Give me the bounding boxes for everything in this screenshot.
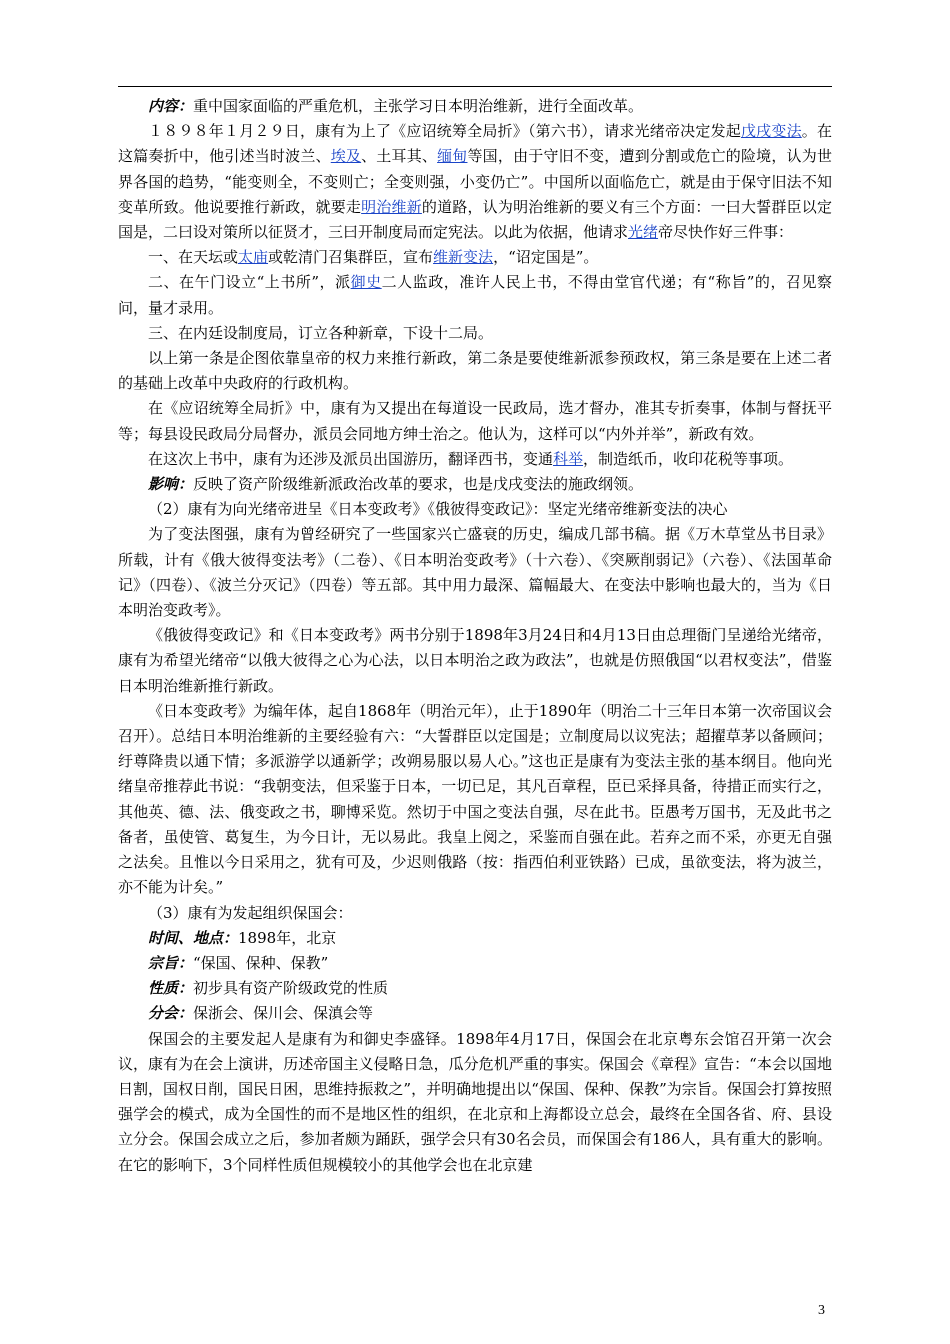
list-item-2: 二、在午门设立“上书所”，派御史二人监政，准许人民上书，不得由堂官代递；有“称旨”的，召见察问，量才录用。: [118, 273, 832, 317]
paragraph-books: 为了变法图强，康有为曾经研究了一些国家兴亡盛衰的历史，编成几部书稿。据《万木草堂丛书目录》所载，计有《俄大彼得变法考》（二卷）、《日本明治变政考》（十六卷）、《突厥削弱记》（六卷）、《法国革命记》（四卷）、《波兰分灭记》（四卷）等五部。其中用力最深、篇幅最大、在变法中影响也最大的，当为《日本明治变政考》。: [118, 525, 832, 620]
paragraph-submission: 《俄彼得变政记》和《日本变政考》两书分别于1898年3月24日和4月13日由总理衙门呈递给光绪帝，康有为希望光绪帝“以俄大彼得之心为心法，以日本明治之政为政法”，也就是仿照俄国“以君权变法”，借鉴日本明治维新推行新政。: [118, 626, 832, 695]
link-keju[interactable]: 科举: [553, 449, 584, 468]
nature-line: 性质：初步具有资产阶级政党的性质: [148, 979, 389, 998]
paragraph-japan-reform: 《日本变政考》为编年体，起自1868年（明治元年），止于1890年（明治二十三年日本第一次帝国议会召开）。总结日本明治维新的主要经验有六：“大誓群臣以定国是；立制度局以议宪法；超擢草茅以备顾问；纡尊降贵以通下情；多派游学以通新学；改朔易服以易人心。”这也正是康有为变法主张的基本纲目。他向光绪皇帝推荐此书说：“我朝变法，但采鉴于日本，一切已足，其凡百章程，臣已采择具备，待措正而实行之，其他英、德、法、俄变政之书，聊博采览。然切于中国之变法自强，尽在此书。臣愚考万国书，无及此书之备者，虽使管、葛复生，为今日计，无以易此。我皇上阅之，采鉴而自强在此。若弃之而不采，亦更无自强之法矣。且惟以今日采用之，犹有可及，少迟则俄路（按：指西伯利亚铁路）已成，虽欲变法，将为波兰，亦不能为计矣。”: [118, 701, 832, 897]
paragraph-analysis: 以上第一条是企图依靠皇帝的权力来推行新政，第二条是要使维新派参预政权，第三条是要在上述二者的基础上改革中央政府的行政机构。: [118, 349, 832, 393]
section-heading-2: （2）康有为向光绪帝进呈《日本变政考》《俄彼得变政记》：坚定光绪帝维新变法的决心: [148, 500, 728, 519]
branch-label: 分会：: [148, 1004, 194, 1023]
link-guangxu[interactable]: 光绪: [628, 223, 659, 242]
time-place-line: 时间、地点：1898年，北京: [148, 928, 337, 947]
page-number: 3: [818, 1303, 825, 1318]
nature-label: 性质：: [148, 979, 194, 998]
purpose-label: 宗旨：: [148, 953, 194, 972]
header-rule: [118, 86, 832, 87]
link-taimiao[interactable]: 太庙: [238, 248, 269, 267]
paragraph-other-items: 在这次上书中，康有为还涉及派员出国游历，翻译西书，变通科举，制造纸币，收印花税等事项。: [148, 449, 794, 468]
section-heading-3: （3）康有为发起组织保国会：: [148, 903, 353, 922]
link-egypt[interactable]: 埃及: [330, 147, 362, 166]
branch-line: 分会：保浙会、保川会、保滇会等: [148, 1004, 374, 1023]
content-label: 内容：: [148, 97, 194, 115]
influence-paragraph: 影响：反映了资产阶级维新派政治改革的要求，也是戊戌变法的施政纲领。: [148, 475, 644, 494]
influence-label: 影响：: [148, 475, 194, 494]
paragraph-baoguohui: 保国会的主要发起人是康有为和御史李盛铎。1898年4月17日，保国会在北京粤东会馆召开第一次会议，康有为在会上演讲，历述帝国主义侵略日急，瓜分危机严重的事实。保国会《章程》宣告：“本会以国地日割，国权日削，国民日困，思维持振救之”，并明确地提出以“保国、保种、保教”为宗旨。保国会打算按照强学会的模式，成为全国性的而不是地区性的组织，在北京和上海都设立总会，最终在全国各省、府、县设立分会。保国会成立之后，参加者颇为踊跃，强学会只有30名会员，而保国会有186人，具有重大的影响。在它的影响下，3个同样性质但规模较小的其他学会也在北京建: [118, 1029, 832, 1174]
list-item-1: 一、在天坛或太庙或乾清门召集群臣，宣布维新变法，“诏定国是”。: [148, 248, 599, 267]
purpose-line: 宗旨：“保国、保种、保教”: [148, 953, 329, 972]
document-body: [118, 94, 832, 1178]
list-item-3: 三、在内廷设制度局，订立各种新章，下设十二局。: [148, 323, 494, 342]
link-wuxu-reform[interactable]: 戊戌变法: [740, 122, 802, 141]
time-label: 时间、地点：: [148, 928, 239, 947]
paragraph-civil-bureau: 在《应诏统筹全局折》中，康有为又提出在每道设一民政局，选才督办，准其专折奏事，体制与督抚平等；每县设民政局分局督办，派员会同地方绅士治之。他认为，这样可以“内外并举”，新政有效。: [118, 399, 832, 443]
link-burma[interactable]: 缅甸: [437, 147, 468, 166]
content-paragraph: 内容：重中国家面临的严重危机，主张学习日本明治维新，进行全面改革。: [148, 97, 644, 115]
link-censor[interactable]: 御史: [350, 273, 382, 292]
link-reform[interactable]: 维新变法: [433, 248, 494, 267]
paragraph-memorial: １８９８年１月２９日，康有为上了《应诏统筹全局折》（第六书），请求光绪帝决定发起戊戌变法。在这篇奏折中，他引述当时波兰、埃及、土耳其、缅甸等国，由于守旧不变，遭到分割或危亡的险境，认为世界各国的趋势，“能变则全，不变则亡；全变则强，小变仍亡”。中国所以面临危亡，就是由于保守旧法不知变革所致。他说要推行新政，就要走明治维新的道路，认为明治维新的要义有三个方面：一曰大誓群臣以定国是，二曰设对策所以征贤才，三曰开制度局而定宪法。以此为依据，他请求光绪帝尽快作好三件事：: [118, 122, 832, 242]
link-meiji-restoration[interactable]: 明治维新: [361, 197, 422, 216]
